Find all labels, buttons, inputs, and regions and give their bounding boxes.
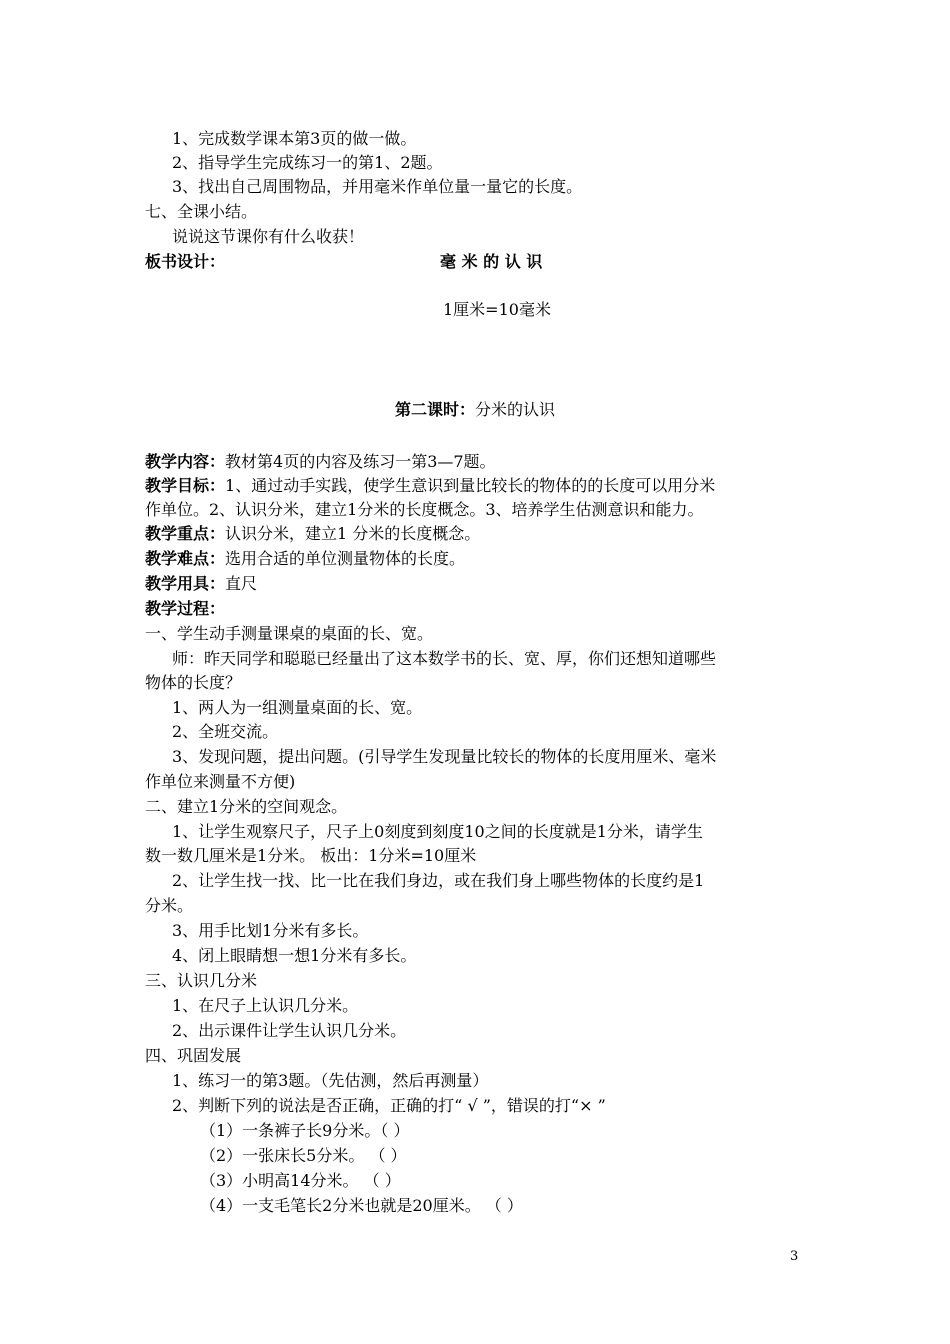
page-number: 3 — [790, 1249, 799, 1264]
teaching-goal-cont: 作单位。2、认识分米，建立1分米的长度概念。3、培养学生估测意识和能力。 — [145, 500, 704, 519]
field-value: 直尺 — [225, 574, 258, 593]
field-label: 教学用具： — [145, 574, 226, 593]
list-item: 3、发现问题，提出问题。(引导学生发现量比较长的物体的长度用厘米、毫米 — [172, 747, 717, 766]
list-item: 2、出示课件让学生认识几分米。 — [172, 1021, 407, 1040]
list-item-cont: 分米。 — [145, 896, 194, 915]
list-item: 1、完成数学课本第3页的做一做。 — [172, 129, 417, 148]
paragraph-cont: 物体的长度？ — [145, 673, 242, 692]
list-item: 1、练习一的第3题。（先估测，然后再测量） — [172, 1071, 489, 1090]
list-item: 3、找出自己周围物品，并用毫米作单位量一量它的长度。 — [172, 177, 583, 196]
list-item-cont: 数一数几厘米是1分米。 板出：1分米=10厘米 — [145, 846, 477, 865]
field-label: 教学内容： — [145, 452, 226, 471]
section-heading: 一、学生动手测量课桌的桌面的长、宽。 — [145, 624, 434, 643]
field-value: 1、通过动手实践，使学生意识到量比较长的物体的的长度可以用分米 — [225, 476, 716, 495]
list-item: 2、指导学生完成练习一的第1、2题。 — [172, 153, 443, 172]
board-formula: 1厘米=10毫米 — [443, 300, 551, 319]
board-title: 毫 米 的 认 识 — [440, 252, 543, 271]
list-item: 1、让学生观察尺子，尺子上0刻度到刻度10之间的长度就是1分米，请学生 — [172, 822, 703, 841]
section-heading: 七、全课小结。 — [145, 202, 258, 221]
teaching-key — [145, 522, 810, 546]
teaching-goal — [145, 474, 810, 498]
list-item: 1、在尺子上认识几分米。 — [172, 996, 359, 1015]
board-design-label: 板书设计： — [145, 252, 226, 271]
teaching-content — [145, 450, 810, 474]
section-heading: 二、建立1分米的空间观念。 — [145, 797, 348, 816]
section-heading: 四、巩固发展 — [145, 1046, 242, 1065]
list-item: 2、全班交流。 — [172, 722, 279, 741]
list-item: 2、让学生找一找、比一比在我们身边，或在我们身上哪些物体的长度约是1 — [172, 871, 705, 890]
list-item: 4、闭上眼睛想一想1分米有多长。 — [172, 946, 417, 965]
list-item: 3、用手比划1分米有多长。 — [172, 921, 369, 940]
teaching-tools — [145, 572, 810, 596]
field-value: 教材第4页的内容及练习一第3—7题。 — [225, 452, 496, 471]
field-label: 教学目标： — [145, 476, 226, 495]
lesson-title — [0, 398, 950, 422]
section-heading: 三、认识几分米 — [145, 971, 258, 990]
field-value: 选用合适的单位测量物体的长度。 — [225, 549, 466, 568]
judge-item: （4）一支毛笔长2分米也就是20厘米。 （ ） — [200, 1196, 523, 1215]
judge-item: （1）一条裤子长9分米。（ ） — [200, 1121, 410, 1140]
teaching-difficulty — [145, 547, 810, 571]
list-item-cont: 作单位来测量不方便) — [145, 772, 296, 791]
paragraph: 师：昨天同学和聪聪已经量出了这本数学书的长、宽、厚，你们还想知道哪些 — [172, 649, 717, 668]
lesson-title-text: 分米的认识 — [475, 400, 556, 419]
list-item: 2、判断下列的说法是否正确，正确的打“ √ ”，错误的打“× ” — [172, 1096, 606, 1115]
field-label: 教学重点： — [145, 524, 226, 543]
judge-item: （3）小明高14分米。 （ ） — [200, 1171, 401, 1190]
lesson-title-bold: 第二课时： — [394, 400, 475, 419]
field-value: 认识分米，建立1 分米的长度概念。 — [225, 524, 481, 543]
field-label: 教学难点： — [145, 549, 226, 568]
paragraph: 说说这节课你有什么收获！ — [172, 227, 365, 246]
list-item: 1、两人为一组测量桌面的长、宽。 — [172, 698, 423, 717]
teaching-process-label: 教学过程： — [145, 599, 226, 618]
judge-item: （2）一张床长5分米。 （ ） — [200, 1146, 407, 1165]
